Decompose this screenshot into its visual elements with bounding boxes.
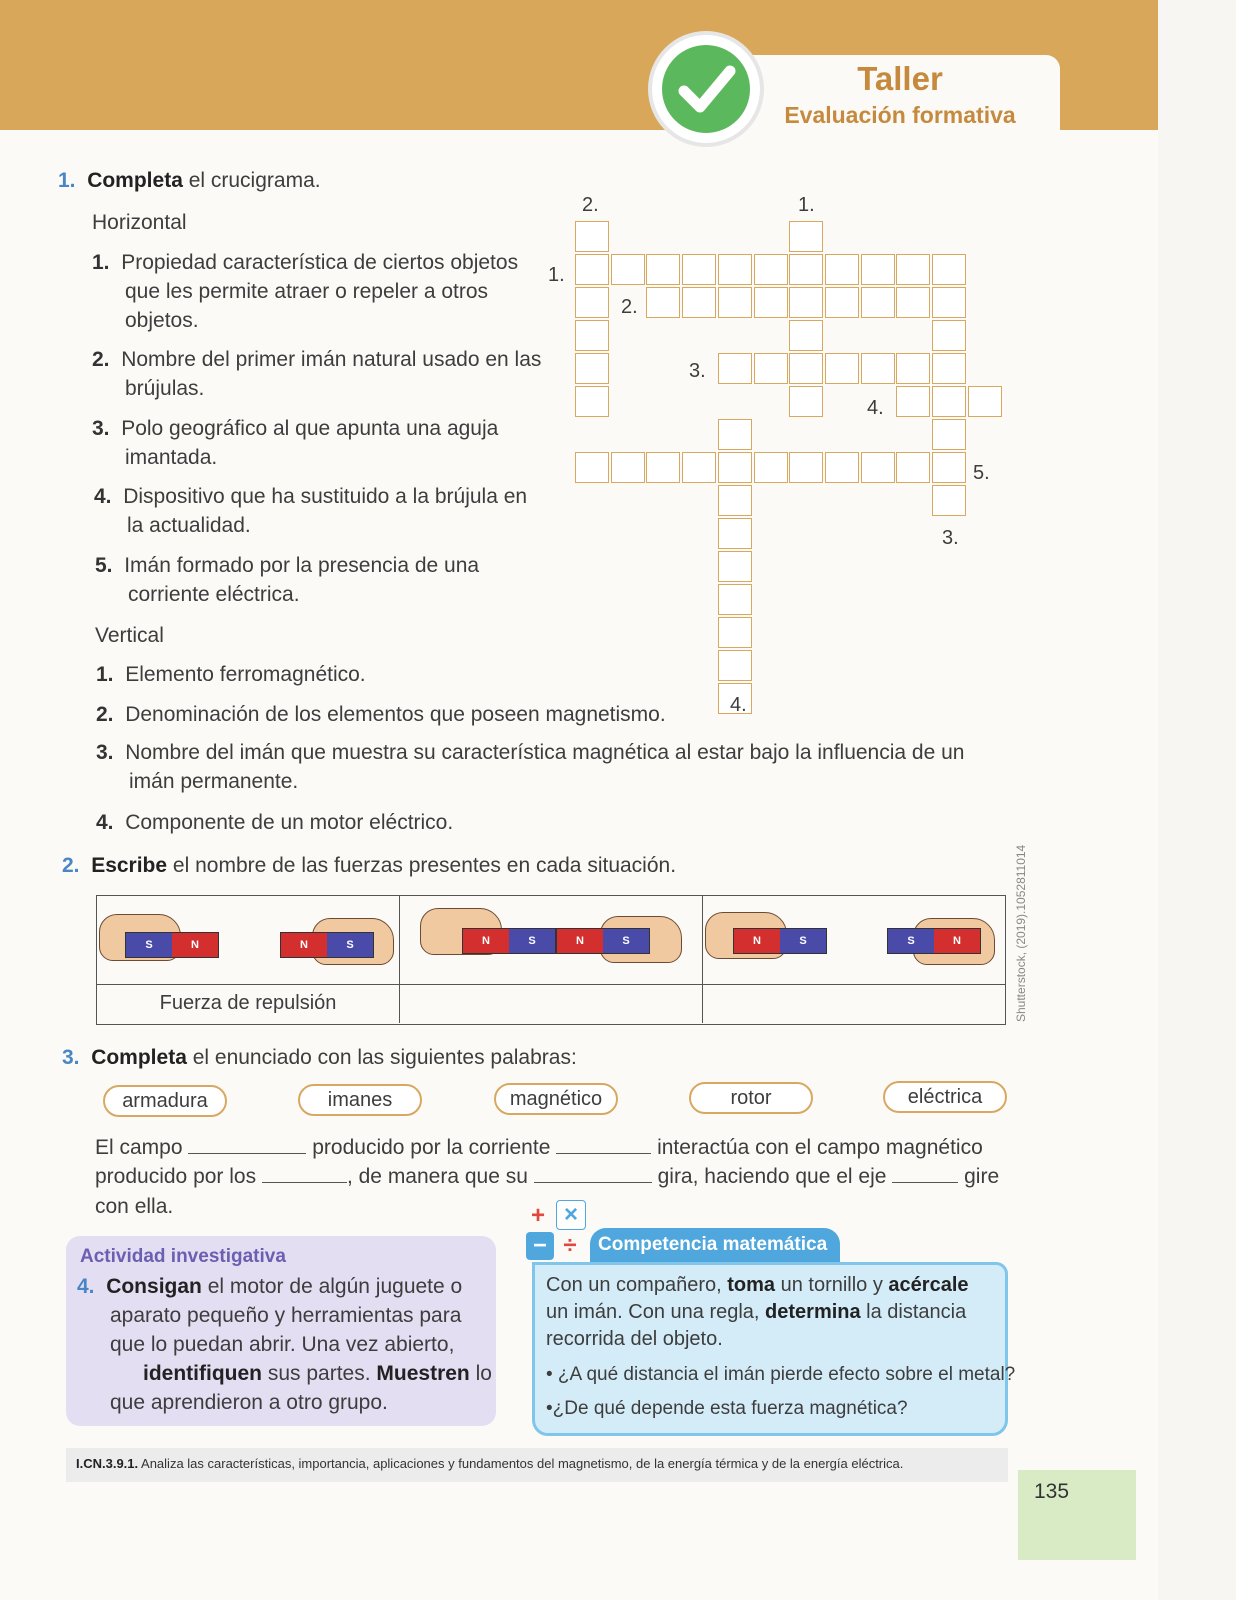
horizontal-clue-2: 2. Nombre del primer imán natural usado en las brújulas.: [92, 348, 542, 400]
grid-label-v4: 4.: [730, 694, 747, 716]
vertical-clue-3: 3. Nombre del imán que muestra su característica magnética al estar bajo la influencia de un imán permanente.: [96, 741, 965, 793]
forces-cell-1: [97, 896, 400, 1023]
word-pill-electrica: eléctrica: [883, 1081, 1007, 1113]
actividad-title: Actividad investigativa: [80, 1246, 286, 1267]
crossword-cell[interactable]: [575, 320, 609, 351]
forces-cell-3: [703, 896, 1006, 1023]
crossword-cell[interactable]: [825, 254, 859, 285]
grid-label-h5: 5.: [973, 462, 990, 484]
crossword-cell[interactable]: [861, 287, 895, 318]
times-icon: ×: [556, 1200, 586, 1230]
vertical-clue-2: 2. Denominación de los elementos que poseen magnetismo.: [96, 703, 666, 726]
crossword-cell[interactable]: [718, 518, 752, 549]
magnet: N S: [556, 928, 650, 954]
crossword-cell[interactable]: [718, 584, 752, 615]
q3-sentence-line-3: con ella.: [95, 1195, 174, 1218]
crossword-cell[interactable]: [718, 287, 752, 318]
crossword-cell[interactable]: [575, 452, 609, 483]
crossword-cell[interactable]: [932, 452, 966, 483]
magnet: N S: [733, 928, 827, 954]
crossword-cell[interactable]: [575, 287, 609, 318]
page-number: 135: [1034, 1480, 1070, 1503]
competencia-text: Con un compañero, toma un tornillo y acércale un imán. Con una regla, determina la distancia recorrida del objeto.: [546, 1274, 969, 1350]
horizontal-heading: Horizontal: [92, 211, 187, 234]
crossword-cell[interactable]: [789, 221, 823, 252]
crossword-cell[interactable]: [718, 617, 752, 648]
magnet: S N: [887, 928, 981, 954]
magnet: S N: [125, 932, 219, 958]
crossword-cell[interactable]: [932, 287, 966, 318]
crossword-cell[interactable]: [718, 485, 752, 516]
crossword-cell[interactable]: [646, 452, 680, 483]
horizontal-clue-1: 1. Propiedad característica de ciertos objetos que les permite atraer o repeler a otros objetos.: [92, 251, 519, 332]
minus-icon: −: [526, 1232, 554, 1260]
crossword-cell[interactable]: [932, 386, 966, 417]
forces-cell-2: [400, 896, 703, 1023]
crossword-cell[interactable]: [682, 254, 716, 285]
crossword-cell[interactable]: [932, 353, 966, 384]
header-subtitle: Evaluación formativa: [784, 102, 1016, 128]
crossword-cell[interactable]: [861, 452, 895, 483]
q2-instruction: 2. Escribe el nombre de las fuerzas presentes en cada situación.: [62, 854, 677, 877]
horizontal-clue-5: 5. Imán formado por la presencia de una corriente eléctrica.: [95, 554, 480, 606]
grid-label-h4: 4.: [867, 397, 884, 419]
blank-5[interactable]: [892, 1182, 958, 1183]
crossword-cell[interactable]: [754, 287, 788, 318]
crossword-cell[interactable]: [896, 353, 930, 384]
crossword-cell[interactable]: [825, 452, 859, 483]
crossword-cell[interactable]: [825, 353, 859, 384]
crossword-cell[interactable]: [718, 254, 752, 285]
crossword-cell[interactable]: [789, 452, 823, 483]
forces-table: [96, 895, 1006, 1025]
crossword-cell[interactable]: [896, 386, 930, 417]
forces-answer-1: Fuerza de repulsión: [159, 992, 337, 1014]
word-pill-armadura: armadura: [103, 1085, 227, 1117]
crossword-cell[interactable]: [718, 353, 752, 384]
q3-sentence-line-1: El campo producido por la corriente interactúa con el campo magnético: [95, 1136, 983, 1159]
crossword-cell[interactable]: [789, 386, 823, 417]
horizontal-clue-4: 4. Dispositivo que ha sustituido a la brújula en la actualidad.: [94, 485, 528, 537]
vertical-clue-1: 1. Elemento ferromagnético.: [96, 663, 366, 686]
q3-sentence-line-2: producido por los , de manera que su gira, haciendo que el eje gire: [95, 1165, 1000, 1188]
crossword-cell[interactable]: [825, 287, 859, 318]
crossword-cell[interactable]: [932, 485, 966, 516]
q3-instruction: 3. Completa el enunciado con las siguientes palabras:: [62, 1046, 577, 1069]
math-operations-icon: [524, 1200, 586, 1262]
crossword-cell[interactable]: [718, 650, 752, 681]
header-title: Taller: [857, 60, 943, 97]
crossword-cell[interactable]: [646, 287, 680, 318]
crossword-cell[interactable]: [575, 353, 609, 384]
competencia-title: Competencia matemática: [598, 1234, 828, 1255]
crossword-cell[interactable]: [789, 353, 823, 384]
blank-4[interactable]: [534, 1182, 652, 1183]
crossword-cell[interactable]: [896, 287, 930, 318]
crossword-cell[interactable]: [789, 254, 823, 285]
competencia-bullet-1: • ¿A qué distancia el imán pierde efecto sobre el metal?: [546, 1364, 1016, 1385]
crossword-cell[interactable]: [896, 452, 930, 483]
horizontal-clue-3: 3. Polo geográfico al que apunta una aguja imantada.: [92, 417, 499, 469]
crossword-cell[interactable]: [575, 254, 609, 285]
crossword-cell[interactable]: [789, 287, 823, 318]
crossword-cell[interactable]: [611, 254, 645, 285]
blank-2[interactable]: [556, 1153, 651, 1154]
crossword-cell[interactable]: [861, 353, 895, 384]
word-pill-rotor: rotor: [689, 1082, 813, 1114]
grid-label-v2: 2.: [582, 194, 599, 216]
blank-3[interactable]: [262, 1182, 347, 1183]
crossword-cell[interactable]: [896, 254, 930, 285]
crossword-cell[interactable]: [682, 452, 716, 483]
crossword-cell[interactable]: [718, 452, 752, 483]
crossword-cell[interactable]: [968, 386, 1002, 417]
magnet: N S: [280, 932, 374, 958]
crossword-cell[interactable]: [754, 452, 788, 483]
word-pill-imanes: imanes: [298, 1084, 422, 1116]
crossword-cell[interactable]: [932, 254, 966, 285]
q1-instruction: 1. Completa el crucigrama.: [58, 169, 321, 192]
crossword-cell[interactable]: [932, 320, 966, 351]
blank-1[interactable]: [188, 1153, 306, 1154]
crossword-cell[interactable]: [789, 320, 823, 351]
crossword-cell[interactable]: [575, 386, 609, 417]
grid-label-h1: 1.: [548, 264, 565, 286]
crossword-cell[interactable]: [646, 254, 680, 285]
footer-indicator: I.CN.3.9.1. Analiza las características, importancia, aplicaciones y fundamentos del magnetismo, de la energía térmica y de la energía eléctrica.: [76, 1456, 904, 1471]
actividad-text: 4. Consigan el motor de algún juguete o aparato pequeño y herramientas para que lo puedan abrir. Una vez abierto, identifiquen sus partes. Muestren lo que aprendieron a otro grupo.: [77, 1275, 492, 1414]
crossword-cell[interactable]: [682, 287, 716, 318]
grid-label-v1: 1.: [798, 194, 815, 216]
divide-icon: ÷: [563, 1232, 577, 1259]
grid-label-h3: 3.: [689, 360, 706, 382]
vertical-clue-4: 4. Componente de un motor eléctrico.: [96, 811, 454, 834]
magnet: N S: [462, 928, 556, 954]
crossword-cell[interactable]: [575, 221, 609, 252]
competencia-bullet-2: •¿De qué depende esta fuerza magnética?: [546, 1398, 908, 1419]
crossword-cell[interactable]: [754, 353, 788, 384]
grid-label-v3: 3.: [942, 527, 959, 549]
crossword-cell[interactable]: [861, 254, 895, 285]
checkmark-icon: [652, 35, 760, 143]
crossword-cell[interactable]: [718, 419, 752, 450]
grid-label-h2: 2.: [621, 296, 638, 318]
crossword-cell[interactable]: [611, 452, 645, 483]
vertical-heading: Vertical: [95, 624, 164, 647]
plus-icon: +: [530, 1202, 545, 1229]
crossword-cell[interactable]: [754, 254, 788, 285]
word-pill-magnetico: magnético: [494, 1083, 618, 1115]
image-credit: Shutterstock, (2019).1052811014: [1014, 844, 1028, 1022]
crossword-cell[interactable]: [718, 551, 752, 582]
crossword-cell[interactable]: [932, 419, 966, 450]
